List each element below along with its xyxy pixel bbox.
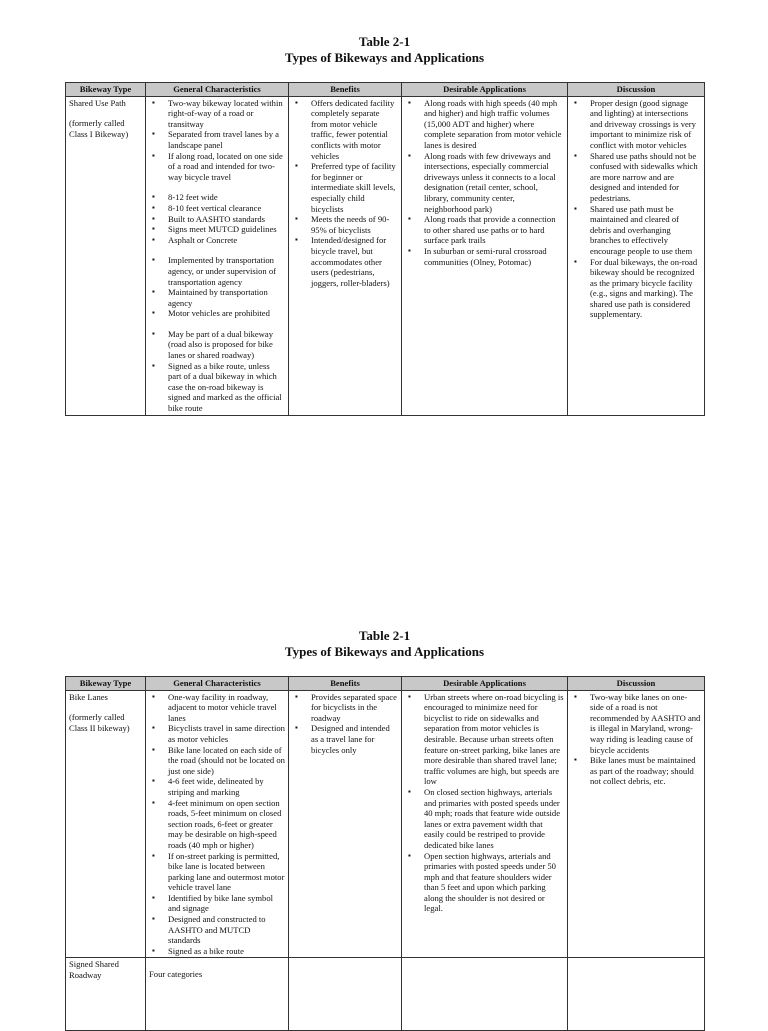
table-subtitle: Types of Bikeways and Applications xyxy=(284,50,485,65)
general-intro-text: Four categories xyxy=(149,969,203,980)
table-title: Table 2-1 xyxy=(358,628,411,643)
general-characteristics-cell xyxy=(146,96,289,415)
list-item: ▪ On closed section highways, arterials and primaries with posted speeds under 40 mph; roads that feature wide outside lanes or extra pavement width that easily could be restriped to provide dedicated bike lanes xyxy=(405,787,564,851)
list-item: ▪ Shared use path must be maintained and cleared of debris and overhanging branches to effectively encourage people to use them xyxy=(571,204,701,257)
table-subtitle: Types of Bikeways and Applications xyxy=(284,644,485,659)
table-header-row xyxy=(66,83,705,97)
header-general-characteristics: General Characteristics xyxy=(146,677,289,691)
bikeway-type-cell xyxy=(66,96,146,415)
list-item: ▪ Preferred type of facility for beginner or intermediate skill levels, especially child bicyclists xyxy=(292,161,398,214)
list-item: ▪ Along roads that provide a connection to other shared use paths or to hard surface park trails xyxy=(405,214,564,246)
list-item: ▪ Two-way bike lanes on one-side of a road is not recommended by AASHTO and is illegal in Maryland, wrong-way riding is leading cause of bicycle accidents xyxy=(571,692,701,756)
header-discussion: Discussion xyxy=(568,83,705,97)
desirable-applications-cell xyxy=(402,958,568,1031)
bikeway-types-table xyxy=(65,82,705,416)
list-item: ▪ Provides separated space for bicyclists in the roadway xyxy=(292,692,398,724)
list-item: ▪ 4-6 feet wide, delineated by striping and marking xyxy=(149,776,285,797)
list-item: ▪ If on-street parking is permitted, bike lane is located between parking lane and outermost motor vehicle travel lane xyxy=(149,851,285,893)
discussion-cell xyxy=(568,690,705,958)
list-item: ▪ Bicyclists travel in same direction as motor vehicles xyxy=(149,723,285,744)
general-characteristics-cell xyxy=(146,958,289,1031)
list-item: ▪ Meets the needs of 90-95% of bicyclists xyxy=(292,214,398,235)
list-item: ▪ Asphalt or Concrete xyxy=(149,235,285,246)
header-desirable-applications: Desirable Applications xyxy=(402,677,568,691)
list-item: ▪ Designed and constructed to AASHTO and MUTCD standards xyxy=(149,914,285,946)
list-item: ▪ Signs meet MUTCD guidelines xyxy=(149,224,285,235)
list-item: ▪ Urban streets where on-road bicycling is encouraged to minimize need for bicyclist to ride on sidewalks and separation from motor vehicles is desirable. Because urban streets often feature on-street parking, bike lanes are more desirable than shared travel lane; traffic volumes are high, but speeds are low xyxy=(405,692,564,787)
list-item: ▪ Maintained by transportation agency xyxy=(149,287,285,308)
list-item: ▪ 4-feet minimum on open section roads, 5-feet minimum on closed section roads, 6-feet or greater may be desirable on high-speed roads (40 mph or higher) xyxy=(149,798,285,851)
header-bikeway-type: Bikeway Type xyxy=(66,83,146,97)
bikeway-type-name: Shared Use Path xyxy=(69,97,126,108)
list-item: ▪ Bike lanes must be maintained as part of the roadway; should not collect debris, etc. xyxy=(571,755,701,787)
list-item: ▪ Implemented by transportation agency, or under supervision of transportation agency xyxy=(149,255,285,287)
list-item: ▪ If along road, located on one side of a road and intended for two-way bicycle travel xyxy=(149,151,285,183)
table-section-1 xyxy=(65,34,704,416)
list-item: ▪ Bike lane located on each side of the road (should not be located on just one side) xyxy=(149,745,285,777)
list-item: ▪ Along roads with few driveways and intersections, especially commercial driveways unless it connects to a local designation (retail center, school, library, community center, neighborhood park) xyxy=(405,151,564,215)
header-general-characteristics: General Characteristics xyxy=(146,83,289,97)
header-bikeway-type: Bikeway Type xyxy=(66,677,146,691)
list-item: ▪ Along roads with high speeds (40 mph and higher) and high traffic volumes (15,000 ADT and higher) where complete separation from motor vehicle lanes is desired xyxy=(405,98,564,151)
list-item: ▪ Shared use paths should not be confused with sidewalks which are more narrow and are designed and intended for pedestrians. xyxy=(571,151,701,204)
bikeway-type-note: (formerly called Class I Bikeway) xyxy=(69,118,129,139)
list-item: ▪ 8-12 feet wide xyxy=(149,192,285,203)
bikeway-type-name: Bike Lanes xyxy=(69,691,108,702)
list-item: ▪ Two-way bikeway located within right-of-way of a road or transitway xyxy=(149,98,285,130)
bikeway-types-table xyxy=(65,676,705,1031)
list-item: ▪ May be part of a dual bikeway (road also is proposed for bike lanes or shared roadway) xyxy=(149,329,285,361)
list-item: ▪ 8-10 feet vertical clearance xyxy=(149,203,285,214)
table-row xyxy=(66,96,705,415)
table-row xyxy=(66,690,705,958)
general-characteristics-cell xyxy=(146,690,289,958)
list-item: ▪ In suburban or semi-rural crossroad communities (Olney, Potomac) xyxy=(405,246,564,267)
benefits-cell xyxy=(289,958,402,1031)
discussion-cell xyxy=(568,96,705,415)
list-item: ▪ Proper design (good signage and lighting) at intersections and driveway crossings is very important to minimize risk of conflict with motor vehicles xyxy=(571,98,701,151)
header-desirable-applications: Desirable Applications xyxy=(402,83,568,97)
list-item: ▪ Offers dedicated facility completely separate from motor vehicle traffic, fewer potential conflicts with motor vehicles xyxy=(292,98,398,162)
desirable-applications-cell xyxy=(402,690,568,958)
list-item: ▪ Built to AASHTO standards xyxy=(149,214,285,225)
list-item: ▪ Designed and intended as a travel lane for bicycles only xyxy=(292,723,398,755)
header-benefits: Benefits xyxy=(289,83,402,97)
list-item: ▪ Motor vehicles are prohibited xyxy=(149,308,285,319)
list-item: ▪ Intended/designed for bicycle travel, but accommodates other users (pedestrians, joggers, roller-bladers) xyxy=(292,235,398,288)
bikeway-type-cell xyxy=(66,958,146,1031)
bikeway-type-cell xyxy=(66,690,146,958)
table-header-row xyxy=(66,677,705,691)
list-item: ▪ Separated from travel lanes by a landscape panel xyxy=(149,129,285,150)
list-item: ▪ Identified by bike lane symbol and signage xyxy=(149,893,285,914)
desirable-applications-cell xyxy=(402,96,568,415)
benefits-cell xyxy=(289,96,402,415)
list-item: ▪ Open section highways, arterials and primaries with posted speeds under 50 mph and that feature shoulders wider than 5 feet and upon which parking along the shoulder is not desired or legal. xyxy=(405,851,564,915)
list-item: ▪ Signed as a bike route xyxy=(149,946,285,957)
table-row xyxy=(66,958,705,1031)
list-item: ▪ For dual bikeways, the on-road bikeway should be recognized as the primary bicycle facility (e.g., signs and marking). The shared use path is considered supplementary. xyxy=(571,257,701,321)
benefits-cell xyxy=(289,690,402,958)
list-item: ▪ Signed as a bike route, unless part of a dual bikeway in which case the on-road bikeway is signed and marked as the official bike route xyxy=(149,361,285,414)
header-benefits: Benefits xyxy=(289,677,402,691)
table-title: Table 2-1 xyxy=(358,34,411,49)
discussion-cell xyxy=(568,958,705,1031)
bikeway-type-note: (formerly called Class II bikeway) xyxy=(69,712,130,733)
header-discussion: Discussion xyxy=(568,677,705,691)
bikeway-type-name: Signed Shared Roadway xyxy=(69,959,119,981)
list-item: ▪ One-way facility in roadway, adjacent to motor vehicle travel lanes xyxy=(149,692,285,724)
table-section-2 xyxy=(65,628,704,1031)
